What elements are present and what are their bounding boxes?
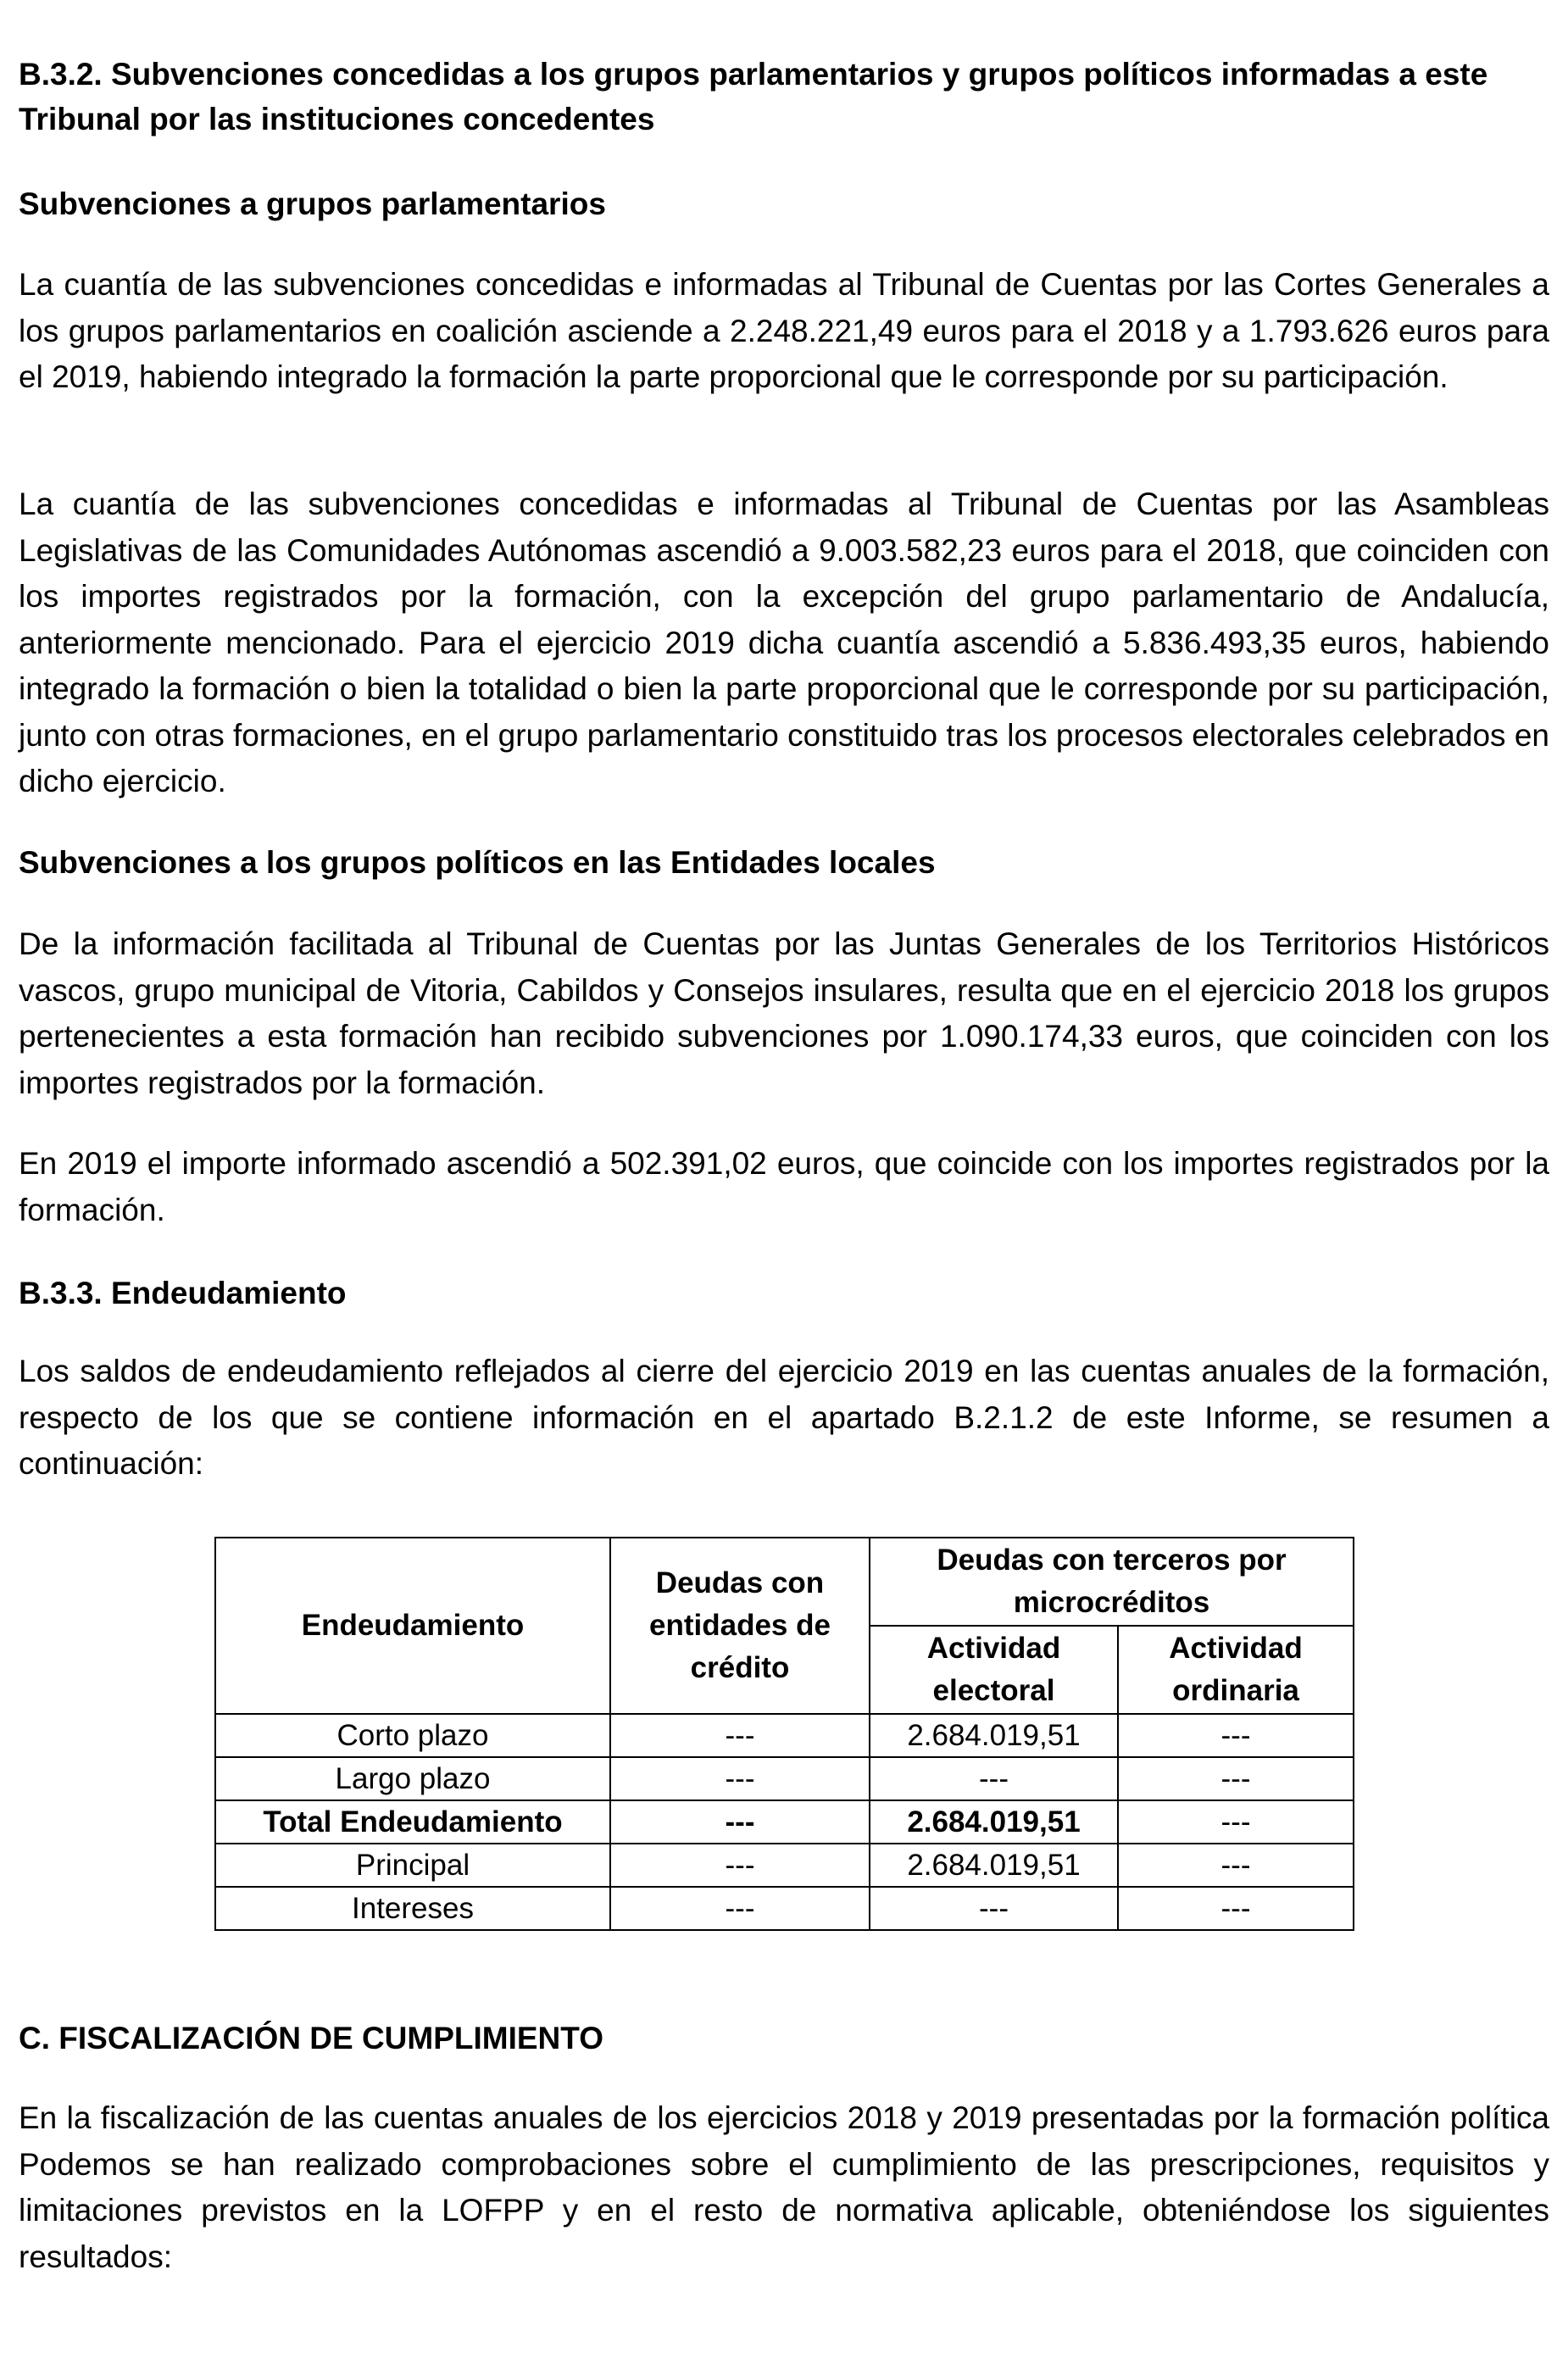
header-actividad-electoral: Actividad electoral (870, 1626, 1118, 1714)
header-endeudamiento: Endeudamiento (215, 1538, 610, 1714)
cell-ordinaria: --- (1118, 1800, 1354, 1844)
cell-electoral: 2.684.019,51 (870, 1800, 1118, 1844)
table-row-total (215, 1800, 1354, 1844)
cell-credito: --- (610, 1844, 870, 1887)
header-microcreditos-group: Deudas con terceros por microcréditos (870, 1538, 1354, 1626)
row-label: Corto plazo (215, 1714, 610, 1757)
table-row (215, 1757, 1354, 1800)
header-actividad-ordinaria: Actividad ordinaria (1118, 1626, 1354, 1714)
cell-electoral: 2.684.019,51 (870, 1844, 1118, 1887)
section-b33-title: B.3.3. Endeudamiento (19, 1276, 347, 1310)
cell-credito: --- (610, 1757, 870, 1800)
paragraph-asambleas-legislativas: La cuantía de las subvenciones concedidas e informadas al Tribunal de Cuentas por las Asambleas Legislativas de las Comunidades Autónomas ascendió a 9.003.582,23 euros para el 2018, que coinciden con los importes registrados por la formación, con la excepción del grupo parlamentario de Andalucía, anteriormente mencionado. Para el ejercicio 2019 dicha cuantía ascendió a 5.836.493,35 euros, habiendo integrado la formación o bien la totalidad o bien la parte proporcional que le corresponde por su participación, junto con otras formaciones, en el grupo parlamentario constituido tras los procesos electorales celebrados en dicho ejercicio. (19, 487, 1549, 798)
paragraph-2019-importe: En 2019 el importe informado ascendió a 502.391,02 euros, que coincide con los importes registrados por la formación. (19, 1146, 1549, 1227)
cell-credito: --- (610, 1714, 870, 1757)
subsection-entidades-locales-title: Subvenciones a los grupos políticos en las Entidades locales (19, 845, 936, 880)
subsection-grupos-parlamentarios-title: Subvenciones a grupos parlamentarios (19, 186, 606, 221)
paragraph-juntas-generales: De la información facilitada al Tribunal de Cuentas por las Juntas Generales de los Territorios Históricos vascos, grupo municipal de Vitoria, Cabildos y Consejos insulares, resulta que en el ejercicio 2018 los grupos pertenecientes a esta formación han recibido subvenciones por 1.090.174,33 euros, que coinciden con los importes registrados por la formación. (19, 926, 1549, 1100)
section-b32-title: B.3.2. Subvenciones concedidas a los grupos parlamentarios y grupos políticos informadas a este Tribunal por las instituciones concedentes (19, 57, 1488, 136)
table-row (215, 1844, 1354, 1887)
paragraph-cortes-generales: La cuantía de las subvenciones concedidas e informadas al Tribunal de Cuentas por las Cortes Generales a los grupos parlamentarios en coalición asciende a 2.248.221,49 euros para el 2018 y a 1.793.626 euros para el 2019, habiendo integrado la formación la parte proporcional que le corresponde por su participación. (19, 267, 1549, 394)
paragraph-endeudamiento-intro: Los saldos de endeudamiento reflejados al cierre del ejercicio 2019 en las cuentas anuales de la formación, respecto de los que se contiene información en el apartado B.2.1.2 de este Informe, se resumen a continuación: (19, 1354, 1549, 1481)
endeudamiento-table (214, 1537, 1354, 1931)
cell-electoral: 2.684.019,51 (870, 1714, 1118, 1757)
row-label: Largo plazo (215, 1757, 610, 1800)
cell-ordinaria: --- (1118, 1844, 1354, 1887)
cell-ordinaria: --- (1118, 1757, 1354, 1800)
cell-electoral: --- (870, 1757, 1118, 1800)
cell-credito: --- (610, 1887, 870, 1930)
cell-credito: --- (610, 1800, 870, 1844)
cell-ordinaria: --- (1118, 1714, 1354, 1757)
section-c-title: C. FISCALIZACIÓN DE CUMPLIMIENTO (19, 2021, 603, 2055)
row-label: Total Endeudamiento (215, 1800, 610, 1844)
header-entidades-credito: Deudas con entidades de crédito (610, 1538, 870, 1714)
row-label: Intereses (215, 1887, 610, 1930)
table-row (215, 1714, 1354, 1757)
cell-electoral: --- (870, 1887, 1118, 1930)
cell-ordinaria: --- (1118, 1887, 1354, 1930)
row-label: Principal (215, 1844, 610, 1887)
paragraph-fiscalizacion: En la fiscalización de las cuentas anuales de los ejercicios 2018 y 2019 presentadas por la formación política Podemos se han realizado comprobaciones sobre el cumplimiento de las prescripciones, requisitos y limitaciones previstos en la LOFPP y en el resto de normativa aplicable, obteniéndose los siguientes resultados: (19, 2100, 1549, 2274)
table-row (215, 1887, 1354, 1930)
